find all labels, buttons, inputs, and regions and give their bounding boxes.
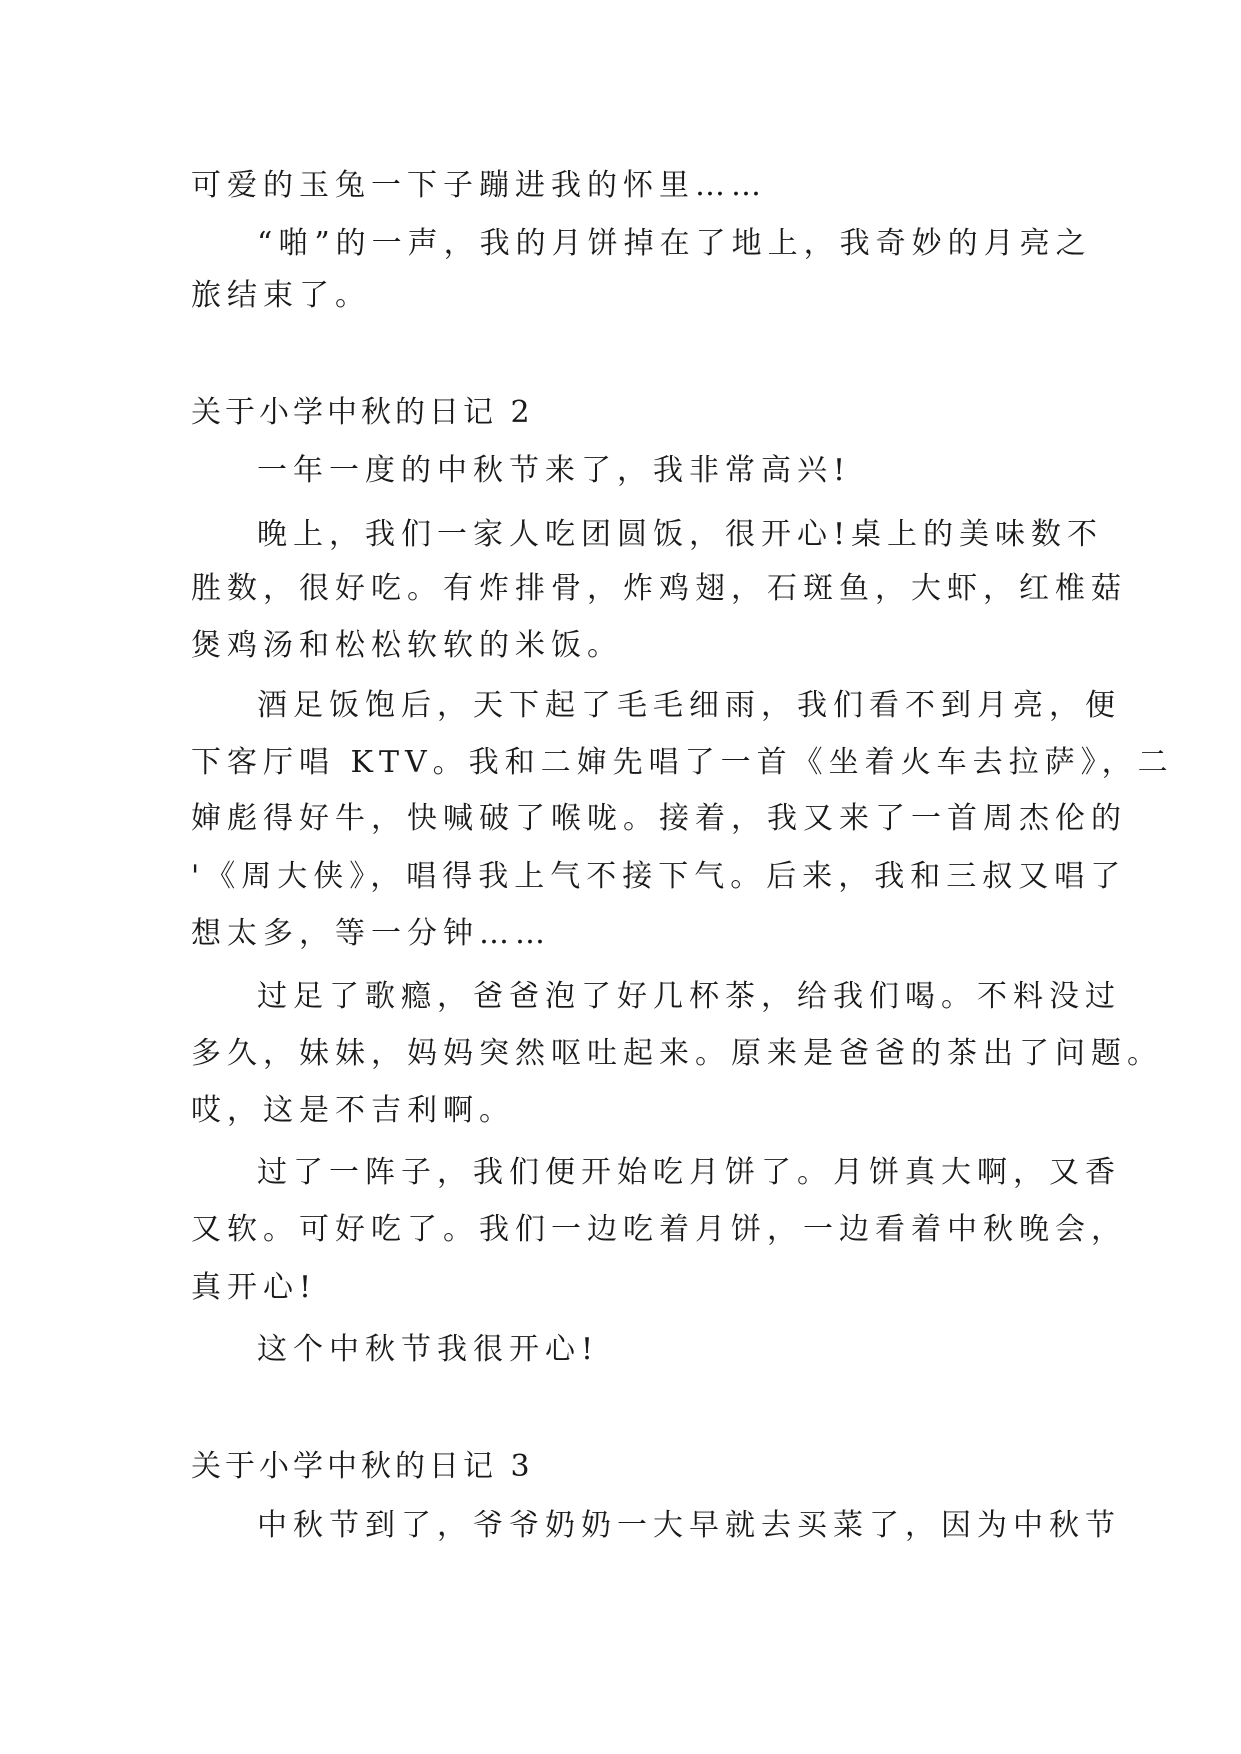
- paragraph-line: 这个中秋节我很开心!: [257, 1332, 600, 1367]
- paragraph-line: 婶彪得好牛，快喊破了喉咙。接着，我又来了一首周杰伦的: [191, 801, 1127, 836]
- paragraph-line: 想太多，等一分钟……: [191, 916, 551, 951]
- paragraph-line: 煲鸡汤和松松软软的米饭。: [191, 628, 623, 663]
- paragraph-line: 过足了歌瘾，爸爸泡了好几杯茶，给我们喝。不料没过: [257, 979, 1121, 1014]
- paragraph-line: 又软。可好吃了。我们一边吃着月饼，一边看着中秋晚会，: [191, 1212, 1127, 1247]
- section-heading: 关于小学中秋的日记 2: [191, 395, 534, 430]
- paragraph-line: 真开心!: [191, 1270, 318, 1305]
- section-heading: 关于小学中秋的日记 3: [191, 1449, 534, 1484]
- paragraph-line: 哎，这是不吉利啊。: [191, 1093, 515, 1128]
- paragraph-line: '《周大侠》，唱得我上气不接下气。后来，我和三叔又唱了: [191, 859, 1127, 894]
- paragraph-line: 过了一阵子，我们便开始吃月饼了。月饼真大啊，又香: [257, 1155, 1121, 1190]
- paragraph-line: 一年一度的中秋节来了，我非常高兴!: [257, 453, 852, 488]
- paragraph-line: 旅结束了。: [191, 278, 371, 313]
- paragraph-line: 下客厅唱 KTV。我和二婶先唱了一首《坐着火车去拉萨》，二: [191, 745, 1174, 780]
- paragraph-line: 多久，妹妹，妈妈突然呕吐起来。原来是爸爸的茶出了问题。: [191, 1036, 1163, 1071]
- paragraph-line: 胜数，很好吃。有炸排骨，炸鸡翅，石斑鱼，大虾，红椎菇: [191, 571, 1127, 606]
- paragraph-line: “啪”的一声，我的月饼掉在了地上，我奇妙的月亮之: [257, 226, 1092, 261]
- paragraph-line: 酒足饭饱后，天下起了毛毛细雨，我们看不到月亮，便: [257, 688, 1121, 723]
- paragraph-line: 可爱的玉兔一下子蹦进我的怀里……: [191, 168, 767, 203]
- paragraph-line: 中秋节到了，爷爷奶奶一大早就去买菜了，因为中秋节: [257, 1508, 1121, 1543]
- paragraph-line: 晚上，我们一家人吃团圆饭，很开心!桌上的美味数不: [257, 517, 1104, 552]
